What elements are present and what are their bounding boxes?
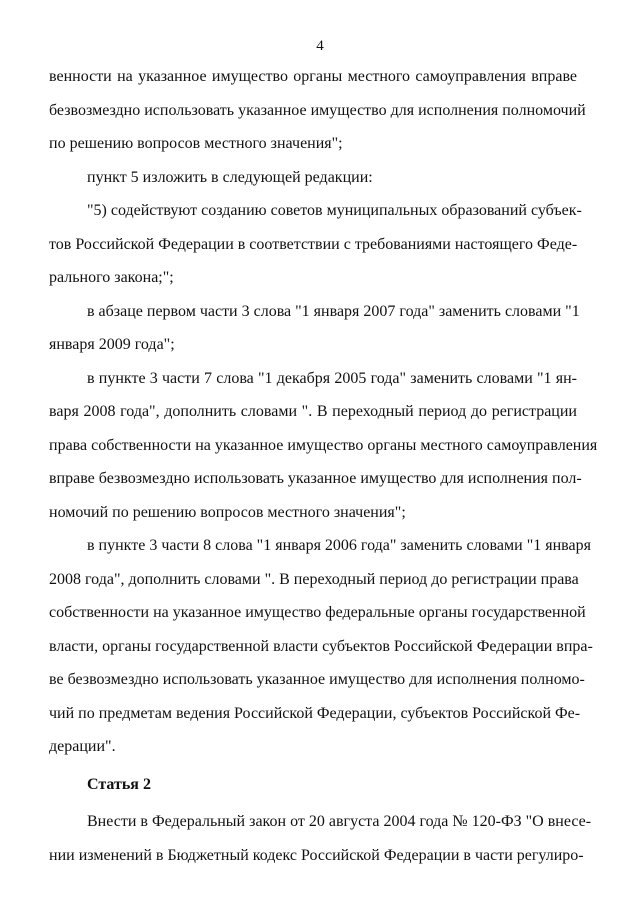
- page-number: 4: [316, 38, 324, 54]
- document-body: [49, 60, 598, 872]
- text-line: тов Российской Федерации в соответствии с требованиями настоящего Феде-: [49, 235, 578, 253]
- text-line: в пункте 3 части 7 слова "1 декабря 2005 года" заменить словами "1 ян-: [87, 369, 577, 387]
- text-line: в абзаце первом части 3 слова "1 января 2007 года" заменить словами "1: [87, 302, 580, 320]
- text-line: власти, органы государственной власти субъектов Российской Федерации впра-: [49, 637, 593, 655]
- text-line: варя 2008 года", дополнить словами ". В переходный период до регистрации: [49, 403, 577, 420]
- article-heading: Статья 2: [87, 775, 151, 793]
- text-line: ве безвозмездно использовать указанное имущество для исполнения полномо-: [49, 671, 585, 688]
- text-line: собственности на указанное имущество федеральные органы государственной: [49, 604, 586, 621]
- text-line: "5) содействуют созданию советов муниципальных образований субъек-: [87, 202, 582, 219]
- text-line: пункт 5 изложить в следующей редакции:: [87, 168, 373, 186]
- text-line: 2008 года", дополнить словами ". В переходный период до регистрации права: [49, 570, 579, 588]
- text-line: Внести в Федеральный закон от 20 августа 2004 года № 120-ФЗ "О внесе-: [87, 813, 592, 830]
- text-line: чий по предметам ведения Российской Федерации, субъектов Российской Фе-: [49, 704, 581, 722]
- text-line: нии изменений в Бюджетный кодекс Российской Федерации в части регулиро-: [49, 846, 584, 864]
- text-line: рального закона;";: [49, 269, 174, 286]
- text-line: по решению вопросов местного значения";: [49, 135, 343, 152]
- text-line: вправе безвозмездно использовать указанное имущество для исполнения пол-: [49, 470, 582, 487]
- text-line: дерации".: [49, 738, 116, 755]
- text-line: января 2009 года";: [49, 336, 175, 353]
- text-line: в пункте 3 части 8 слова "1 января 2006 года" заменить словами "1 января: [87, 537, 591, 554]
- text-line: безвозмездно использовать указанное имущество для исполнения полномочий: [49, 101, 586, 119]
- text-line: номочий по решению вопросов местного значения";: [49, 503, 406, 521]
- text-line: права собственности на указанное имущество органы местного самоуправления: [49, 436, 598, 454]
- text-line: венности на указанное имущество органы местного самоуправления вправе: [49, 68, 577, 85]
